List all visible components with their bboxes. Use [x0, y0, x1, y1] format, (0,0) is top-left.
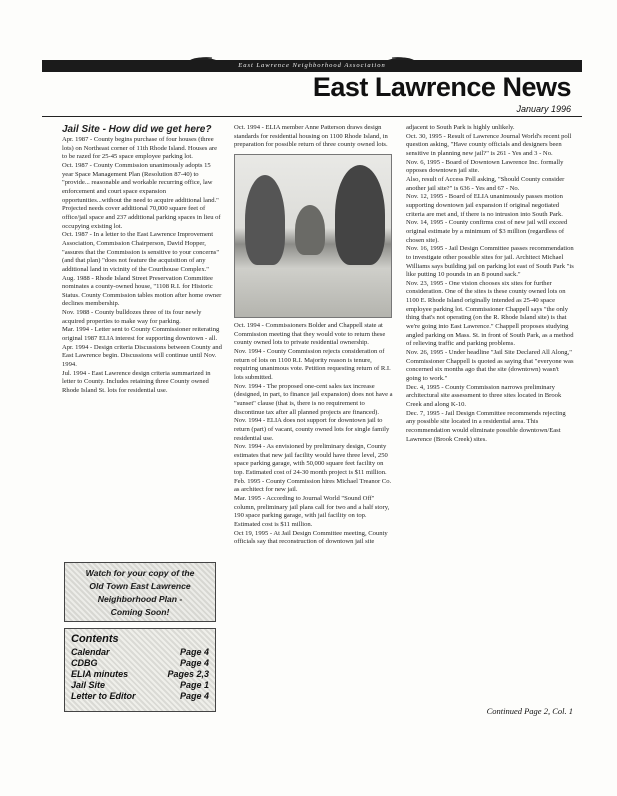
timeline-entry: Nov. 1994 - County Commission rejects consideration of return of lots on 1100 R.I. Majority reason is tenure, requiring unanimous vote. Petition requesting return of R.I. lots submitted. [234, 347, 391, 381]
timeline-entry: Oct. 1987 - In a letter to the East Lawrence Improvement Association, Commission Chairperson, David Hopper, "assures that the Commission is sensitive to your concerns" (and that plan) "does not feature the acquisition of any additional land in vicinity of the Courthouse Complex." [62, 231, 220, 273]
contents-label: Calendar [71, 647, 110, 657]
timeline-entry: Aug. 1988 - Rhode Island Street Preservation Committee nominates a county-owned house, "1108 R.I. for Historic Status. County Commission tables motion after home owner declines membership. [62, 274, 222, 308]
contents-box [64, 628, 216, 712]
column-1 [62, 124, 222, 396]
timeline-entry: Oct. 1987 - County Commission unanimously adopts 15 year Space Management Plan (Resolution 87-40) to "provide... reasonable and workable recurring office, law enforcement and court space expansion opportunities...without the need to acquire additional land." Projected needs cover additional 70,000 square feet of office/jail space and 237 additional parking spaces in lieu of occupying existing lot. [62, 161, 221, 230]
timeline-entry: Oct. 1994 - Commissioners Bolder and Chappell state at Commission meeting that they would vote to return these county owned lots to private residential ownership. [234, 321, 386, 347]
timeline-entry: Nov. 14, 1995 - County confirms cost of new jail will exceed original estimate by a minimum of $3 million (regardless of chosen site). [406, 219, 568, 244]
callout-line: Old Town East Lawrence [89, 581, 191, 591]
contents-label: ELIA minutes [71, 669, 129, 679]
contents-label: Letter to Editor [71, 691, 136, 701]
photo-tree [295, 205, 325, 255]
callout-line: Coming Soon! [110, 607, 170, 617]
photo-tree [335, 165, 385, 265]
timeline-entry: Apr. 1987 - County begins purchase of four houses (three lots) on Northeast corner of 11th Rhode Island. Houses are to be razed for 25-45 space employee parking lot. [62, 136, 218, 161]
contents-title: Contents [71, 633, 119, 645]
timeline-entry: Nov. 1988 - County bulldozes three of its four newly acquired properties to make way for parking. [62, 309, 202, 325]
timeline-entry: Dec. 4, 1995 - County Commission narrows preliminary architectural site assessment to three sites located in Brook Creek and along K-10. [406, 383, 562, 408]
contents-row[interactable] [71, 680, 209, 691]
contents-page: Page 4 [179, 658, 209, 668]
column-3 [406, 124, 574, 444]
column-2 [234, 124, 394, 547]
contents-page: Page 4 [179, 691, 209, 701]
timeline-entry: Mar. 1994 - Letter sent to County Commissioner reiterating original 1987 ELIA interest for supporting downtown - all. [62, 326, 220, 343]
callout-line: Watch for your copy of the [85, 568, 195, 578]
contents-page: Page 1 [179, 680, 209, 690]
timeline-entry: Nov. 26, 1995 - Under headline "Jail Site Declared All Along," Commissioner Chappell is quoted as saying that "everyone was concerned six months ago that the site (downtown) wasn't going to work." [406, 349, 574, 383]
timeline-entry: Oct 19, 1995 - At Jail Design Committee meeting, County officials say that reconstruction of downtown jail site [234, 529, 388, 546]
newsletter-title: East Lawrence News [312, 72, 571, 102]
timeline-entry: Nov. 1994 - The proposed one-cent sales tax increase (designed, in part, to finance jail expansion) does not have a "sunset" clause (that is, there is no requirement to discontinue tax after all planned projects are financed). [234, 382, 393, 416]
contents-row[interactable] [71, 658, 209, 669]
contents-row[interactable] [71, 691, 209, 702]
timeline-entry: Mar. 1995 - According to Journal World "Sound Off" column, preliminary jail plans call for two and a half story, 190 space parking garage, with jail facility on top. Estimated cost is $11 million. [234, 495, 390, 529]
contents-label: Jail Site [71, 680, 106, 690]
contents-row[interactable] [71, 669, 209, 680]
photo-tree [245, 175, 285, 265]
continued-note: Continued Page 2, Col. 1 [486, 706, 573, 716]
contents-page: Pages 2,3 [167, 669, 209, 679]
timeline-entry: Dec. 7, 1995 - Jail Design Committee recommends rejecting any possible site located in a residential area. This recommendation would eliminate possible downtown/East Lawrence (Brook Creek) sites. [406, 409, 566, 443]
neighborhood-plan-callout [64, 562, 216, 622]
timeline-entry: Nov. 12, 1995 - Board of ELIA unanimously passes motion supporting downtown jail expansion if original negotiated criteria are met and, if there is no intrusion into South Park. [406, 193, 563, 218]
timeline-entry: Also, result of Access Poll asking, "Should County consider another jail site?" is 636 - Yes and 67 - No. [406, 175, 565, 192]
timeline-entry: Nov. 1994 - ELIA does not support for downtown jail to return (part) of vacant, county owned lots for single family residential use. [234, 417, 390, 442]
article-headline: Jail Site - How did we get here? [62, 124, 212, 135]
timeline-entry: Nov. 23, 1995 - One vision chooses six sites for further consideration. One of the sites is these county owned lots on 1100 E. Rhode Island originally intended as 25-40 space employee parking lot. Commissioner Chappell says "the only thing that's not operating (on the R. Rhode Island site) is that we're going into East Lawrence." Chappell proposes studying angled parking on Mass. St. in front of South Park, as a method of relieving traffic and parking problems. [406, 279, 574, 348]
timeline-entry: Nov. 1994 - As envisioned by preliminary design, County estimates that new jail facility would have three level, 250 space parking garage, with 50,000 square feet facility on top. Estimated cost of 24-30 month project is $11 million. [234, 443, 388, 477]
timeline-entry: Feb. 1995 - County Commission hires Michael Treanor Co. as architect for new jail. [234, 477, 392, 494]
issue-date: January 1996 [516, 104, 571, 114]
timeline-entry: Nov. 6, 1995 - Board of Downtown Lawrence Inc. formally opposes downtown jail site. [406, 158, 564, 175]
timeline-entry: Nov. 16, 1995 - Jail Design Committee passes recommendation to investigate other possible sites for jail. Architect Michael Williams says building jail on parking lot east of South Park "is like putting 10 pounds in an 8 pound sack." [406, 245, 574, 279]
timeline-entry: adjacent to South Park is highly unlikely. [406, 124, 515, 131]
callout-line: Neighborhood Plan - [97, 594, 183, 604]
contents-label: CDBG [71, 658, 98, 668]
masthead-rule [42, 116, 582, 117]
contents-row[interactable] [71, 647, 209, 658]
timeline-entry: Apr. 1994 - Design criteria Discussions between County and East Lawrence begin. Discussions will continue until Nov. 1994. [62, 343, 222, 369]
timeline-entry: Jul. 1994 - East Lawrence design criteria summarized in letter to County. Includes retaining three County owned Rhode Island St. lots for residential use. [62, 369, 211, 395]
timeline-entry: Oct. 1994 - ELIA member Anne Patterson draws design standards for residential housing on 1100 Rhode Island, in preparation for possible return of three county owned lots. [234, 124, 388, 149]
street-photo [234, 154, 392, 318]
contents-page: Page 4 [179, 647, 209, 657]
timeline-entry: Oct. 30, 1995 - Result of Lawrence Journal World's recent poll question asking, "Have county officials and designers been sensitive in planning new jail?" is 261 - Yes and 3 - No. [406, 132, 572, 157]
association-banner: East Lawrence Neighborhood Association [42, 60, 582, 72]
